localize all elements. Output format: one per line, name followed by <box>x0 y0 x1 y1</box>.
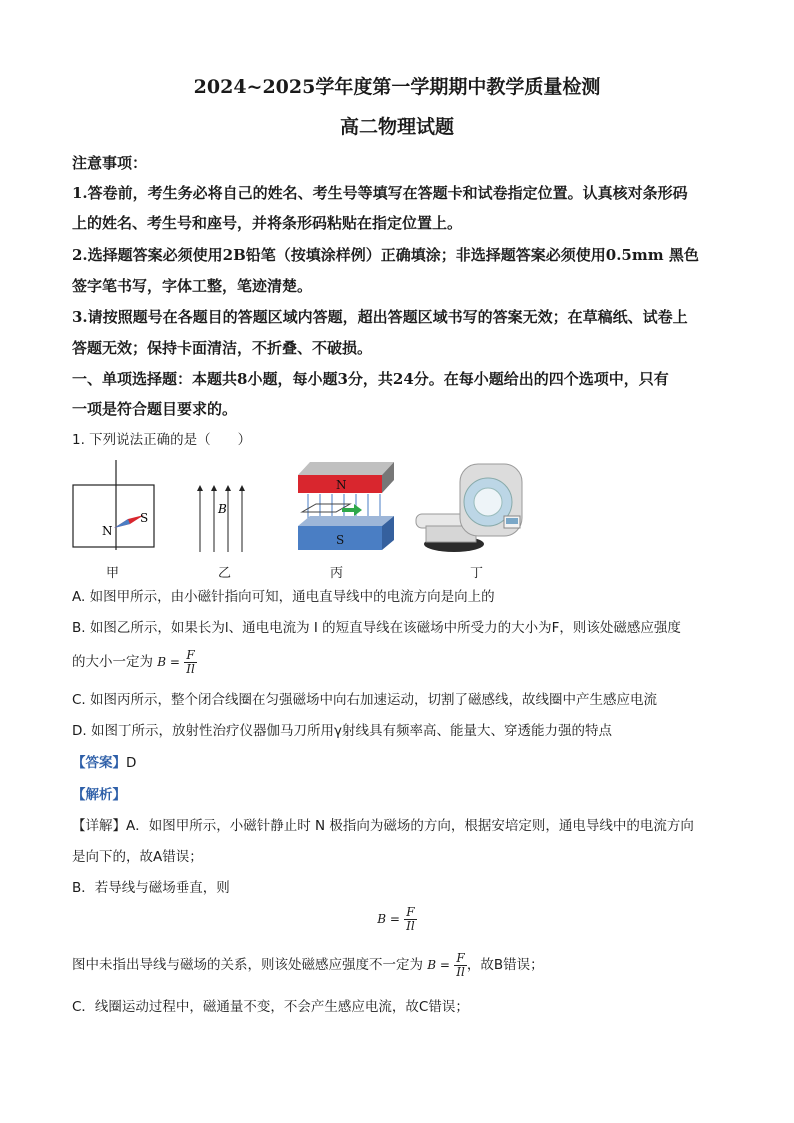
detail-b2-post: ，故B错误； <box>466 957 544 973</box>
magnet-n-label: N <box>336 478 347 492</box>
answer-label: 【答案】 <box>72 755 126 771</box>
centered-formula-lhs: B = <box>377 912 400 926</box>
question-1-stem: 1. 下列说法正确的是（ ） <box>72 432 252 448</box>
detail-b2-pre: 图中未指出导线与磁场的关系，则该处磁感应强度不一定为 <box>72 957 423 973</box>
formula-fraction <box>184 649 197 676</box>
detail-line-2: 是向下的，故A错误； <box>72 849 203 865</box>
notice-item-3-line-2: 答题无效；保持卡面清洁，不折叠、不破损。 <box>72 339 373 357</box>
notice-item-2-line-2: 签字笔书写，字体工整，笔迹清楚。 <box>72 277 313 295</box>
figure-b-field-lines <box>192 482 252 554</box>
option-d: D. 如图丁所示，放射性治疗仪器伽马刀所用γ射线具有频率高、能量大、穿透能力强的特点 <box>72 723 612 739</box>
notice-item-2-line-1: 2.选择题答案必须使用2B铅笔（按填涂样例）正确填涂；非选择题答案必须使用0.5mm 黑色 <box>72 246 699 264</box>
figure-c-magnet-coil <box>296 460 396 556</box>
needle-s-label: S <box>140 511 149 525</box>
centered-formula <box>0 906 794 933</box>
detail-formula-lhs: B = <box>427 958 450 972</box>
figure-a-compass-wire <box>72 460 156 550</box>
option-b-line-2 <box>72 647 724 677</box>
section-1-line-2: 一项是符合题目要求的。 <box>72 400 238 418</box>
detail-c: C．线圈运动过程中，磁通量不变，不会产生感应电流，故C错误； <box>72 999 469 1015</box>
formula-denominator: Il <box>186 661 195 676</box>
figure-d-caption: 丁 <box>470 566 484 581</box>
option-a: A. 如图甲所示，由小磁针指向可知，通电直导线中的电流方向是向上的 <box>72 589 495 605</box>
option-b-line-1: B. 如图乙所示，如果长为l、通电电流为 I 的短直导线在该磁场中所受力的大小为F，则该处磁感应强度 <box>72 620 681 636</box>
formula-numerator: F <box>184 649 197 663</box>
analysis-label: 【解析】 <box>72 787 126 803</box>
centered-formula-fraction <box>404 906 417 933</box>
option-c: C. 如图丙所示，整个闭合线圈在匀强磁场中向右加速运动，切割了磁感线，故线圈中产生感应电流 <box>72 692 658 708</box>
notice-item-1-line-1: 1.答卷前，考生务必将自己的姓名、考生号等填写在答题卡和试卷指定位置。认真核对条形码 <box>72 184 688 202</box>
figure-a-caption: 甲 <box>106 566 120 581</box>
figure-d-gamma-knife <box>406 460 534 556</box>
exam-subtitle: 高二物理试题 <box>339 116 454 138</box>
answer-line <box>72 753 724 773</box>
answer-value: D <box>126 755 137 771</box>
needle-n-label: N <box>102 524 113 538</box>
notice-item-3-line-1: 3.请按照题号在各题目的答题区域内答题，超出答题区域书写的答案无效；在草稿纸、试卷上 <box>72 308 688 326</box>
detail-formula-fraction <box>454 952 467 979</box>
centered-formula-numerator: F <box>404 906 417 920</box>
detail-line-1: 【详解】A．如图甲所示，小磁针静止时 N 极指向为磁场的方向，根据安培定则，通电导线中的电流方向 <box>72 818 694 834</box>
centered-formula-denominator: Il <box>406 919 415 933</box>
figure-b-caption: 乙 <box>218 566 232 581</box>
detail-formula-numerator: F <box>454 952 467 966</box>
detail-b: B．若导线与磁场垂直，则 <box>72 880 230 896</box>
notice-heading: 注意事项： <box>72 154 148 172</box>
notice-item-1-line-2: 上的姓名、考生号和座号，并将条形码粘贴在指定位置上。 <box>72 214 463 232</box>
section-1-line-1: 一、单项选择题：本题共8小题，每小题3分，共24分。在每小题给出的四个选项中，只有 <box>72 370 669 388</box>
field-b-label: B <box>218 502 227 516</box>
magnet-s-label: S <box>336 533 345 547</box>
exam-title: 2024~2025学年度第一学期期中教学质量检测 <box>193 76 601 98</box>
figure-c-caption: 丙 <box>330 566 344 581</box>
detail-b-line-2 <box>72 950 724 980</box>
formula-lhs: B = <box>157 655 180 669</box>
motion-arrow-icon <box>342 504 362 516</box>
detail-formula-denominator: Il <box>456 964 465 979</box>
option-b-text: 的大小一定为 <box>72 654 153 670</box>
